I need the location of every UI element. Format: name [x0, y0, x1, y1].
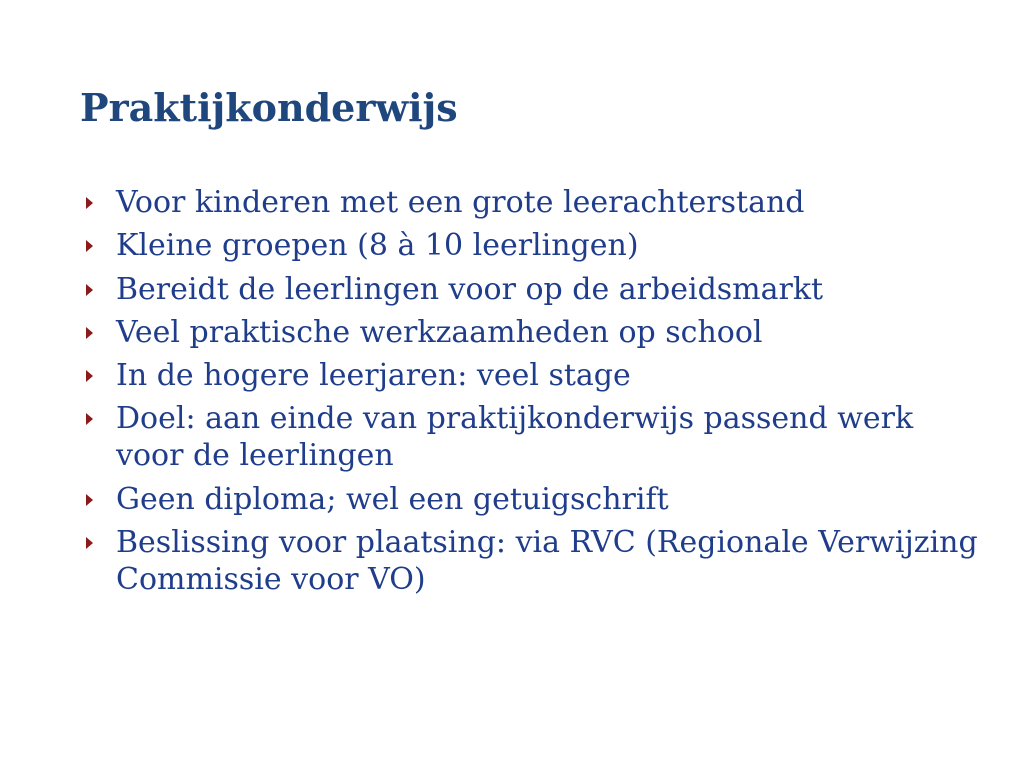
list-item	[84, 184, 984, 221]
triangle-right-icon	[86, 413, 93, 425]
triangle-right-icon	[86, 494, 93, 506]
list-item-text: Geen diploma; wel een getuigschrift	[116, 481, 669, 517]
list-item	[84, 227, 984, 264]
list-item	[84, 481, 984, 518]
list-item-text: Veel praktische werkzaamheden op school	[116, 314, 763, 350]
list-item-text: Kleine groepen (8 à 10 leerlingen)	[116, 228, 639, 264]
bullet-list	[84, 184, 984, 604]
slide-title: Praktijkonderwijs	[80, 85, 458, 130]
triangle-right-icon	[86, 240, 93, 252]
list-item	[84, 314, 984, 351]
list-item	[84, 271, 984, 308]
list-item-text: In de hogere leerjaren: veel stage	[116, 358, 631, 394]
triangle-right-icon	[86, 370, 93, 382]
triangle-right-icon	[86, 197, 93, 209]
list-item-text: Voor kinderen met een grote leerachterstand	[116, 185, 805, 220]
list-item-text: Bereidt de leerlingen voor op de arbeidsmarkt	[116, 271, 824, 307]
triangle-right-icon	[86, 327, 93, 339]
list-item	[84, 357, 984, 394]
list-item	[84, 400, 984, 474]
list-item-text: Doel: aan einde van praktijkonderwijs passend werk voor de leerlingen	[116, 401, 914, 474]
triangle-right-icon	[86, 537, 93, 549]
list-item-text: Beslissing voor plaatsing: via RVC (Regionale Verwijzing Commissie voor VO)	[116, 525, 978, 598]
triangle-right-icon	[86, 284, 93, 296]
list-item	[84, 524, 984, 598]
